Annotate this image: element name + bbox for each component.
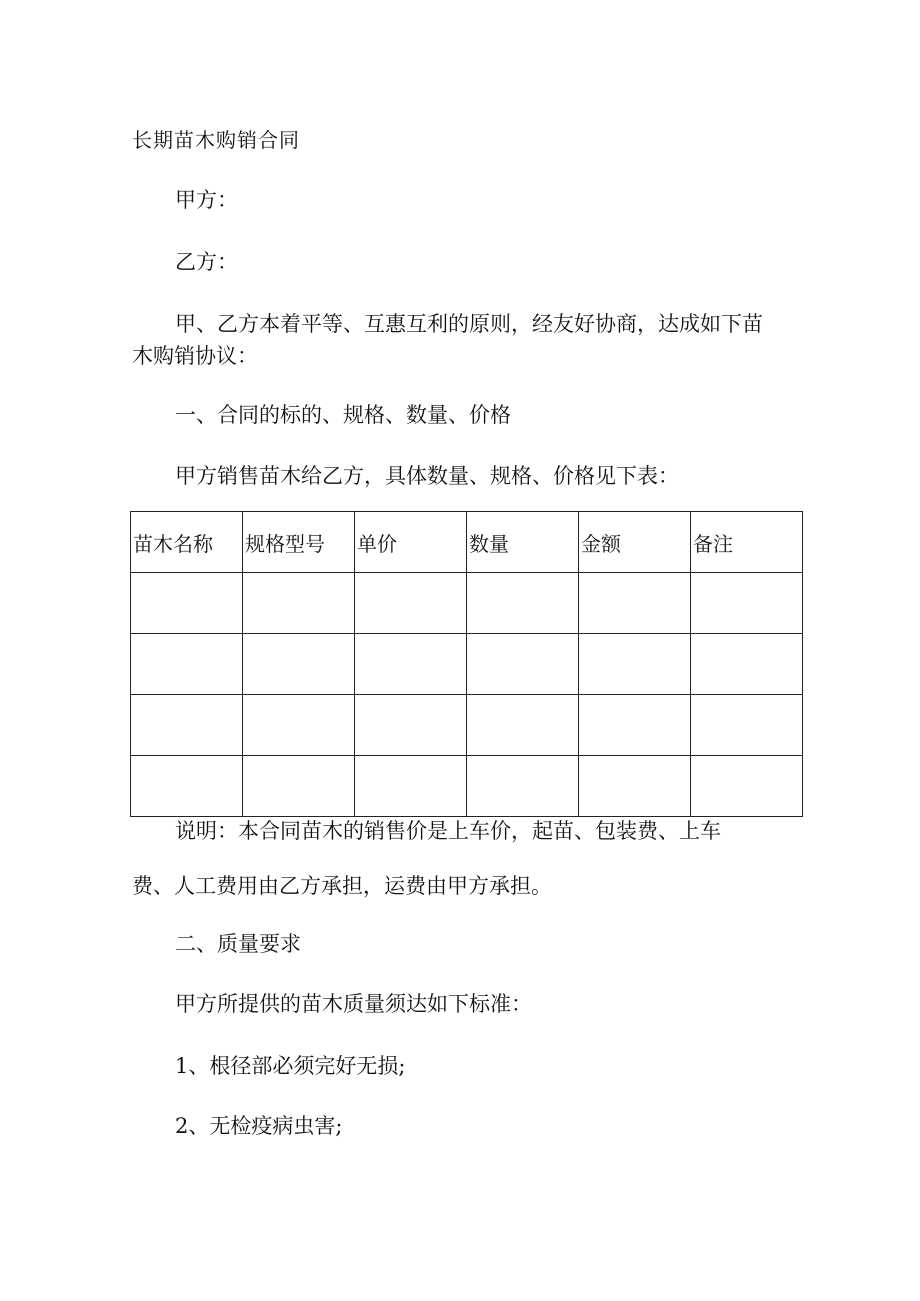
party-a-label: 甲方： <box>175 188 238 212</box>
table-cell <box>243 573 355 634</box>
table-cell <box>579 756 691 817</box>
table-cell <box>131 756 243 817</box>
header-cell-amount: 金额 <box>579 512 691 573</box>
table-cell <box>131 573 243 634</box>
table-cell <box>691 695 803 756</box>
table-row <box>131 695 803 756</box>
intro-line-1: 甲、乙方本着平等、互惠互利的原则，经友好协商，达成如下苗 <box>175 312 763 336</box>
table-cell <box>579 695 691 756</box>
section1-heading: 一、合同的标的、规格、数量、价格 <box>175 403 511 427</box>
header-cell-name: 苗木名称 <box>131 512 243 573</box>
table-header-row <box>131 512 803 573</box>
section2-heading: 二、质量要求 <box>175 932 301 956</box>
table-cell <box>243 634 355 695</box>
header-cell-spec: 规格型号 <box>243 512 355 573</box>
table-cell <box>579 634 691 695</box>
table-cell <box>243 756 355 817</box>
table-cell <box>467 573 579 634</box>
table-cell <box>467 695 579 756</box>
note-line-1: 说明：本合同苗木的销售价是上车价，起苗、包装费、上车 <box>175 819 721 843</box>
table-cell <box>467 634 579 695</box>
header-cell-quantity: 数量 <box>467 512 579 573</box>
table-cell <box>243 695 355 756</box>
header-cell-unit-price: 单价 <box>355 512 467 573</box>
table-cell <box>131 634 243 695</box>
table-cell <box>691 634 803 695</box>
table-cell <box>355 634 467 695</box>
section1-text: 甲方销售苗木给乙方，具体数量、规格、价格见下表： <box>175 464 679 488</box>
seedling-table <box>130 511 803 817</box>
table-row <box>131 634 803 695</box>
table-cell <box>355 573 467 634</box>
table-row <box>131 756 803 817</box>
header-cell-remarks: 备注 <box>691 512 803 573</box>
requirement-1: 1、根径部必须完好无损; <box>175 1054 406 1078</box>
table-row <box>131 573 803 634</box>
document-title: 长期苗木购销合同 <box>132 128 300 152</box>
party-b-label: 乙方： <box>175 250 238 274</box>
table-cell <box>131 695 243 756</box>
table-cell <box>355 756 467 817</box>
table-cell <box>691 573 803 634</box>
table-cell <box>355 695 467 756</box>
table-cell <box>691 756 803 817</box>
note-line-2: 费、人工费用由乙方承担，运费由甲方承担。 <box>132 874 552 898</box>
intro-line-2: 木购销协议： <box>132 344 258 368</box>
table-cell <box>467 756 579 817</box>
section2-text: 甲方所提供的苗木质量须达如下标准： <box>175 992 532 1016</box>
requirement-2: 2、无检疫病虫害; <box>175 1114 343 1138</box>
table-cell <box>579 573 691 634</box>
